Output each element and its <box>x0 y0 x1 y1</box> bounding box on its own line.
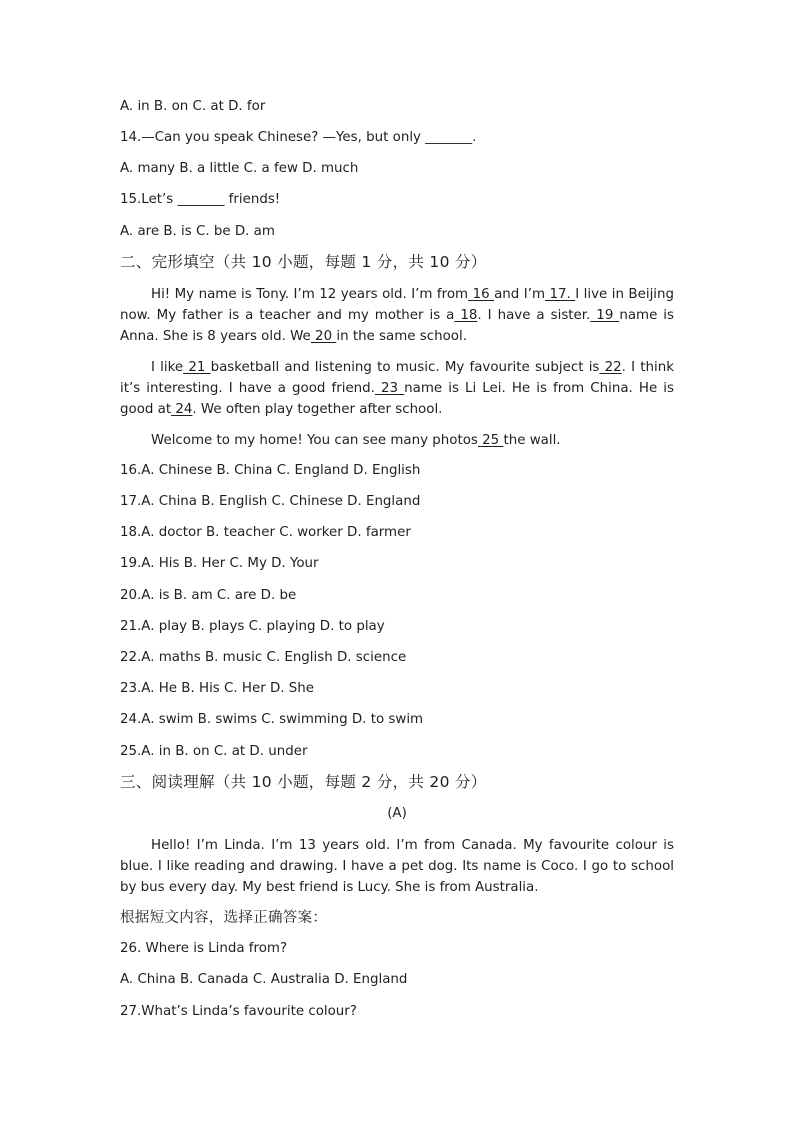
blank-20: 20 <box>310 329 337 344</box>
blank-25: 25 <box>477 433 504 448</box>
q13-options: A. in B. on C. at D. for <box>120 99 266 114</box>
q14-end: . <box>472 130 477 145</box>
cloze-text: Hi! My name is Tony. I’m 12 years old. I’m from <box>151 287 469 302</box>
section3-title: 三、阅读理解（共 10 小题，每题 2 分，共 20 分） <box>120 773 487 791</box>
cloze-text: the wall. <box>503 433 561 448</box>
cloze-text: I like <box>151 360 184 375</box>
blank-22: 22 <box>599 360 622 375</box>
q15-pre: 15.Let’s <box>120 192 174 207</box>
passage-label: (A) <box>387 806 407 821</box>
cloze-text: Welcome to my home! You can see many photos <box>151 433 478 448</box>
blank-17: 17. <box>545 287 576 302</box>
blank-16: 16 <box>468 287 495 302</box>
blank-18: 18 <box>454 308 478 323</box>
cloze-paragraph-3 <box>120 430 674 451</box>
q15-post: friends! <box>228 192 281 207</box>
q14-blank: _______ <box>425 130 473 145</box>
q14-options: A. many B. a little C. a few D. much <box>120 161 359 176</box>
q15-question <box>120 190 280 210</box>
cloze-option-21: 21.A. play B. plays C. playing D. to play <box>120 619 385 634</box>
cloze-text: basketball and listening to music. My favourite subject is <box>210 360 600 375</box>
cloze-paragraph-2 <box>120 357 674 420</box>
q15-blank: _______ <box>177 192 225 207</box>
cloze-option-25: 25.A. in B. on C. at D. under <box>120 744 308 759</box>
blank-19: 19 <box>590 308 620 323</box>
cloze-text: I live in Beijing now. My father is a teacher and my mother is a <box>120 287 674 323</box>
cloze-text: name is Li Lei. He is from China. He is good at <box>120 381 674 417</box>
cloze-option-19: 19.A. His B. Her C. My D. Your <box>120 556 319 571</box>
cloze-text: and I’m <box>494 287 545 302</box>
cloze-option-24: 24.A. swim B. swims C. swimming D. to swim <box>120 712 424 727</box>
cloze-text: . I have a sister. <box>477 308 591 323</box>
blank-24: 24 <box>171 402 193 417</box>
blank-23: 23 <box>374 381 405 396</box>
q27-question: 27.What’s Linda’s favourite colour? <box>120 1004 357 1019</box>
cloze-text: name is Anna. She is 8 years old. We <box>120 308 674 344</box>
cloze-option-17: 17.A. China B. English C. Chinese D. England <box>120 494 421 509</box>
section2-title: 二、完形填空（共 10 小题，每题 1 分，共 10 分） <box>120 253 487 271</box>
cloze-option-22: 22.A. maths B. music C. English D. science <box>120 650 407 665</box>
q14-stem: 14.—Can you speak Chinese? —Yes, but only <box>120 130 421 145</box>
q26-options: A. China B. Canada C. Australia D. England <box>120 972 408 987</box>
cloze-paragraph-1 <box>120 284 674 347</box>
q26-question: 26. Where is Linda from? <box>120 941 288 956</box>
cloze-option-20: 20.A. is B. am C. are D. be <box>120 588 297 603</box>
blank-21: 21 <box>183 360 211 375</box>
cloze-option-23: 23.A. He B. His C. Her D. She <box>120 681 315 696</box>
q14-question <box>120 128 476 148</box>
reading-passage: Hello! I’m Linda. I’m 13 years old. I’m from Canada. My favourite colour is blue. I like reading and drawing. I have a pet dog. Its name is Coco. I go to school by bus every day. My best friend is Lucy. She is from Australia. <box>120 838 674 895</box>
cloze-text: in the same school. <box>336 329 467 344</box>
instruction: 根据短文内容，选择正确答案： <box>120 910 328 926</box>
cloze-option-18: 18.A. doctor B. teacher C. worker D. farmer <box>120 525 411 540</box>
cloze-text: . I think it’s interesting. I have a good friend. <box>120 360 674 396</box>
q15-options: A. are B. is C. be D. am <box>120 224 275 239</box>
cloze-option-16: 16.A. Chinese B. China C. England D. English <box>120 463 421 478</box>
cloze-text: . We often play together after school. <box>192 402 443 417</box>
